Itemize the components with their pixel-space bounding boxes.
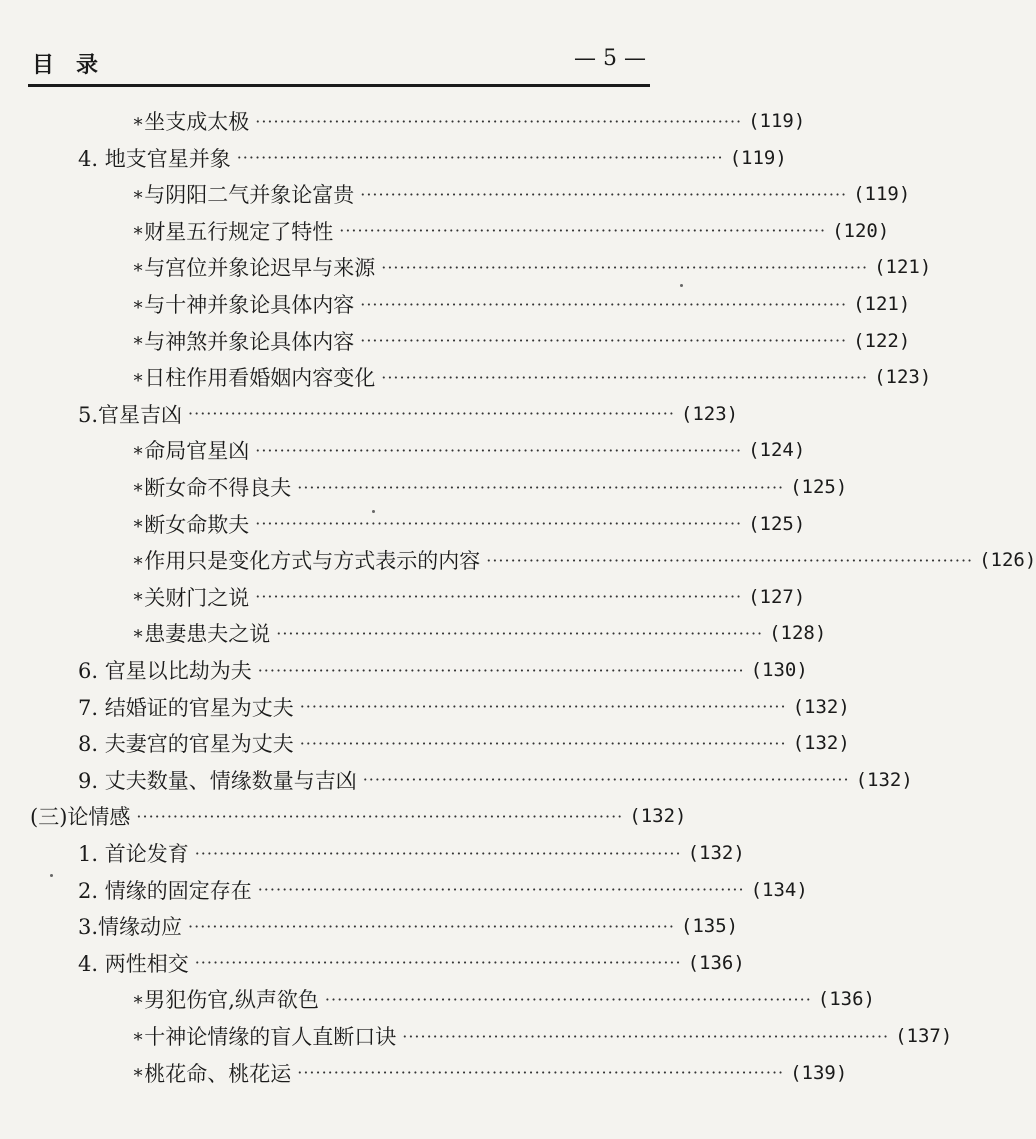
toc-entry-page: (125) xyxy=(790,476,848,498)
toc-entry-label: 1. 首论发育 xyxy=(78,842,189,866)
toc-entry xyxy=(132,250,932,284)
toc-entry xyxy=(78,653,808,687)
toc-entry xyxy=(132,177,911,211)
dot-leader: ················································································ xyxy=(360,184,848,204)
toc-entry-label: 桃花命、桃花运 xyxy=(144,1061,292,1086)
dot-leader: ················································································ xyxy=(299,697,787,717)
toc-entry-label: 患妻患夫之说 xyxy=(144,622,271,647)
toc-entry-label: 日柱作用看婚姻内容变化 xyxy=(144,366,376,391)
bullet-star-icon: ∗ xyxy=(132,476,145,498)
toc-entry xyxy=(132,507,806,541)
bullet-star-icon: ∗ xyxy=(132,549,145,571)
dot-leader: ················································································ xyxy=(362,770,850,790)
toc-entry-page: (134) xyxy=(750,878,808,901)
toc-entry xyxy=(78,763,913,797)
toc-entry xyxy=(132,287,911,321)
bullet-star-icon: ∗ xyxy=(132,1025,145,1047)
toc-entry-label: 7. 结婚证的官星为丈夫 xyxy=(78,695,294,720)
toc-entry xyxy=(30,799,687,833)
bullet-star-icon: ∗ xyxy=(132,1062,145,1084)
dot-leader: ················································································ xyxy=(255,111,743,131)
dot-leader: ················································································ xyxy=(381,257,869,277)
toc-entry-label: 关财门之说 xyxy=(144,585,250,610)
toc-entry-page: (121) xyxy=(853,293,911,315)
toc-entry xyxy=(132,433,806,467)
toc-entry xyxy=(132,1019,953,1053)
header-rule xyxy=(28,84,650,87)
toc-entry-page: (120) xyxy=(832,219,890,242)
dot-leader: ················································································ xyxy=(194,953,682,973)
toc-entry-label: 男犯伤官,纵声欲色 xyxy=(144,988,319,1013)
toc-entry-page: (136) xyxy=(687,951,745,974)
toc-entry xyxy=(132,324,911,358)
dot-leader: ················································································ xyxy=(188,404,675,424)
toc-entry-label: 6. 官星以比劫为夫 xyxy=(78,659,252,683)
toc-entry xyxy=(132,470,848,504)
dot-leader: ················································································ xyxy=(381,367,869,387)
toc-entry-label: 财星五行规定了特性 xyxy=(144,219,334,244)
toc-entry-label: 8. 夫妻宫的官星为丈夫 xyxy=(78,732,294,757)
toc-entry-page: (132) xyxy=(629,805,687,828)
toc-entry xyxy=(132,543,1036,577)
toc-entry xyxy=(132,1056,848,1090)
dot-leader: ················································································ xyxy=(257,880,745,900)
dot-leader: ················································································ xyxy=(339,221,827,241)
toc-entry-label: 4. 地支官星并象 xyxy=(78,146,231,171)
dot-leader: ················································································ xyxy=(360,331,848,351)
bullet-star-icon: ∗ xyxy=(132,183,145,205)
toc-entry xyxy=(132,616,827,650)
toc-entry xyxy=(132,214,890,248)
dot-leader: ················································································ xyxy=(297,477,785,497)
bullet-star-icon: ∗ xyxy=(132,366,145,388)
toc-entry-page: (119) xyxy=(748,110,806,132)
toc-entry-label: 与阴阳二气并象论富贵 xyxy=(144,183,355,208)
toc-entry-page: (127) xyxy=(748,585,806,608)
toc-entry-page: (123) xyxy=(874,366,932,389)
toc-entry-page: (121) xyxy=(874,256,932,279)
toc-entry-page: (135) xyxy=(680,915,739,938)
toc-entry-page: (123) xyxy=(680,402,739,425)
dot-leader: ················································································ xyxy=(297,1063,785,1083)
dot-leader: ················································································ xyxy=(324,989,812,1009)
toc-entry xyxy=(132,104,806,138)
toc-entry-page: (132) xyxy=(687,842,745,864)
toc-entry-page: (132) xyxy=(792,695,850,718)
dot-leader: ················································································ xyxy=(402,1026,890,1046)
bullet-star-icon: ∗ xyxy=(132,622,145,644)
toc-entry xyxy=(78,690,850,724)
toc-entry xyxy=(78,909,739,943)
dot-leader: ················································································ xyxy=(136,806,624,826)
toc-entry xyxy=(78,946,745,980)
bullet-star-icon: ∗ xyxy=(132,110,145,132)
toc-entry xyxy=(132,580,806,614)
toc-entry-label: 断女命欺夫 xyxy=(144,512,250,537)
toc-entry-label: 作用只是变化方式与方式表示的内容 xyxy=(144,549,481,574)
toc-entry xyxy=(78,836,745,870)
dot-leader: ················································································ xyxy=(257,660,745,680)
bullet-star-icon: ∗ xyxy=(132,439,145,461)
toc-entry-label: 2. 情缘的固定存在 xyxy=(78,878,252,903)
bullet-star-icon: ∗ xyxy=(132,586,145,608)
toc-entry-label: 5.官星吉凶 xyxy=(78,402,183,427)
bullet-star-icon: ∗ xyxy=(132,293,145,315)
toc-entry-page: (125) xyxy=(748,512,806,535)
paper-speck xyxy=(50,874,53,877)
toc-entry xyxy=(78,726,850,760)
bullet-star-icon: ∗ xyxy=(132,513,145,535)
toc-entry-label: (三)论情感 xyxy=(30,805,131,830)
dot-leader: ················································································ xyxy=(360,294,848,314)
paper-speck xyxy=(680,284,683,287)
header-page-number: — 5 — xyxy=(574,46,646,71)
dot-leader: ················································································ xyxy=(255,587,743,607)
dot-leader: ················································································ xyxy=(486,550,974,570)
dot-leader: ················································································ xyxy=(255,514,743,534)
toc-entry-label: 断女命不得良夫 xyxy=(144,476,292,500)
toc-entry xyxy=(78,397,739,431)
toc-entry-label: 十神论情缘的盲人直断口诀 xyxy=(144,1025,397,1049)
dot-leader: ················································································ xyxy=(194,843,682,863)
toc-entry-page: (130) xyxy=(750,659,808,681)
toc-entry-page: (119) xyxy=(853,183,911,206)
bullet-star-icon: ∗ xyxy=(132,330,145,352)
toc-entry-label: 命局官星凶 xyxy=(144,439,250,464)
toc-entry-page: (122) xyxy=(853,329,911,352)
toc-entry-page: (132) xyxy=(792,732,850,755)
page-header xyxy=(30,42,650,82)
dot-leader: ················································································ xyxy=(299,733,787,753)
bullet-star-icon: ∗ xyxy=(132,256,145,278)
toc-entry xyxy=(78,873,808,907)
toc-entry-label: 与十神并象论具体内容 xyxy=(144,293,355,317)
toc-entry xyxy=(132,360,932,394)
header-title: 目录 xyxy=(32,52,121,78)
toc-entry xyxy=(132,982,875,1016)
toc-entry-label: 坐支成太极 xyxy=(144,110,250,134)
toc-entry-page: (136) xyxy=(817,988,875,1011)
toc-entry-page: (128) xyxy=(769,622,827,645)
toc-entry-label: 与宫位并象论迟早与来源 xyxy=(144,256,376,281)
bullet-star-icon: ∗ xyxy=(132,988,145,1010)
toc-entry-page: (119) xyxy=(729,146,787,169)
toc-entry-label: 4. 两性相交 xyxy=(78,951,189,976)
toc-entry-page: (137) xyxy=(895,1025,953,1047)
bullet-star-icon: ∗ xyxy=(132,220,145,242)
toc-entry-label: 与神煞并象论具体内容 xyxy=(144,329,355,354)
paper-speck xyxy=(372,510,375,513)
dot-leader: ················································································ xyxy=(188,916,675,936)
dot-leader: ················································································ xyxy=(255,440,743,460)
toc-entry-label: 9. 丈夫数量、情缘数量与吉凶 xyxy=(78,768,357,793)
toc-entry-page: (124) xyxy=(748,439,806,462)
toc-entry-label: 3.情缘动应 xyxy=(78,915,183,940)
dot-leader: ················································································ xyxy=(236,148,724,168)
toc-entry-page: (126) xyxy=(979,549,1036,572)
dot-leader: ················································································ xyxy=(276,623,764,643)
toc-entry-page: (139) xyxy=(790,1061,848,1084)
toc-entry-page: (132) xyxy=(855,768,913,791)
toc-entry xyxy=(78,141,787,175)
